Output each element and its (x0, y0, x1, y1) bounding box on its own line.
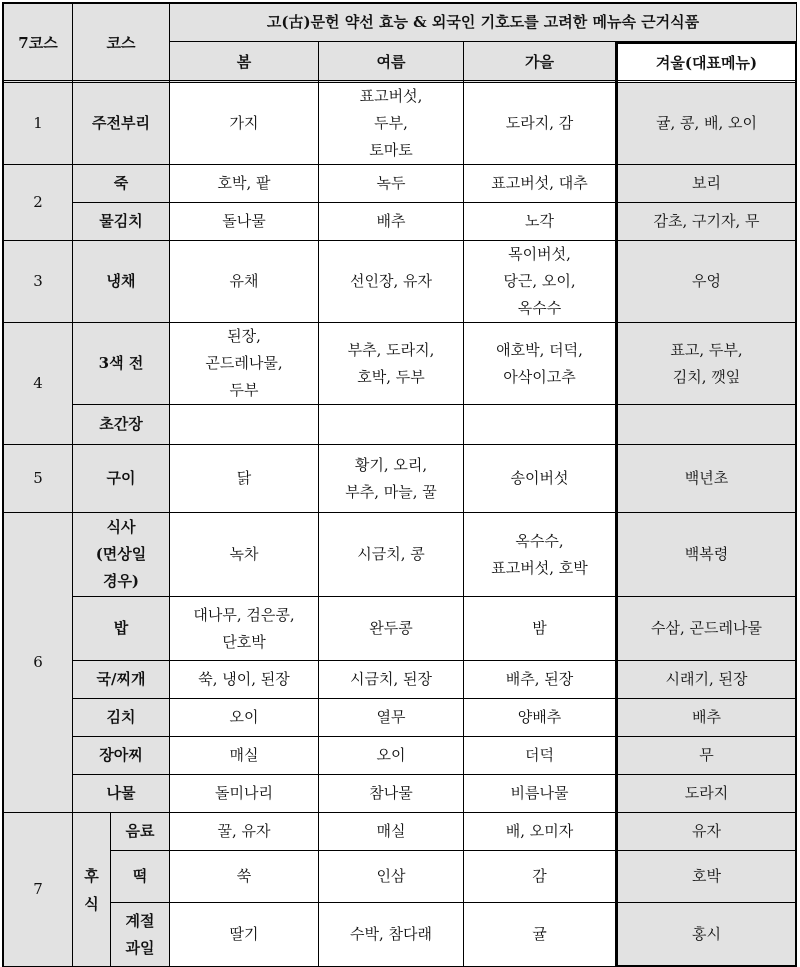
course-name: 음료 (111, 813, 170, 851)
spring-food: 가지 (170, 83, 319, 165)
course-name: 나물 (73, 775, 170, 813)
winter-food: 유자 (616, 813, 797, 851)
winter-food: 보리 (616, 165, 797, 203)
winter-food (616, 405, 797, 445)
winter-food: 도라지 (616, 775, 797, 813)
winter-food: 시래기, 된장 (616, 661, 797, 699)
header-course-number: 7코스 (4, 4, 73, 83)
course-name: 초간장 (73, 405, 170, 445)
autumn-food: 표고버섯, 대추 (464, 165, 616, 203)
summer-food: 매실 (319, 813, 464, 851)
winter-food: 배추 (616, 699, 797, 737)
spring-food (170, 405, 319, 445)
spring-food: 쑥 (170, 851, 319, 903)
summer-food (319, 405, 464, 445)
winter-food: 백복령 (616, 513, 797, 597)
header-summer: 여름 (319, 42, 464, 83)
spring-food: 돌나물 (170, 203, 319, 241)
spring-food: 된장, 곤드레나물, 두부 (170, 323, 319, 405)
autumn-food (464, 405, 616, 445)
group-number: 7 (4, 813, 73, 967)
course-name: 장아찌 (73, 737, 170, 775)
spring-food: 딸기 (170, 903, 319, 967)
group-number: 5 (4, 445, 73, 513)
autumn-food: 밤 (464, 597, 616, 661)
summer-food: 배추 (319, 203, 464, 241)
course-name: 주전부리 (73, 83, 170, 165)
winter-food: 호박 (616, 851, 797, 903)
winter-food: 백년초 (616, 445, 797, 513)
winter-food: 귤, 콩, 배, 오이 (616, 83, 797, 165)
summer-food: 부추, 도라지, 호박, 두부 (319, 323, 464, 405)
header-title: 고(古)문헌 약선 효능 & 외국인 기호도를 고려한 메뉴속 근거식품 (170, 4, 797, 42)
spring-food: 닭 (170, 445, 319, 513)
group-number: 6 (4, 513, 73, 813)
group-number: 2 (4, 165, 73, 241)
autumn-food: 귤 (464, 903, 616, 967)
course-name: 식사 (면상일 경우) (73, 513, 170, 597)
summer-food: 오이 (319, 737, 464, 775)
header-autumn: 가을 (464, 42, 616, 83)
winter-food: 수삼, 곤드레나물 (616, 597, 797, 661)
spring-food: 매실 (170, 737, 319, 775)
header-course: 코스 (73, 4, 170, 83)
spring-food: 돌미나리 (170, 775, 319, 813)
autumn-food: 송이버섯 (464, 445, 616, 513)
summer-food: 녹두 (319, 165, 464, 203)
course-name: 구이 (73, 445, 170, 513)
winter-food: 표고, 두부, 김치, 깻잎 (616, 323, 797, 405)
winter-food: 우엉 (616, 241, 797, 323)
group-number: 4 (4, 323, 73, 445)
autumn-food: 양배추 (464, 699, 616, 737)
winter-food: 감초, 구기자, 무 (616, 203, 797, 241)
winter-food: 무 (616, 737, 797, 775)
summer-food: 열무 (319, 699, 464, 737)
spring-food: 쑥, 냉이, 된장 (170, 661, 319, 699)
summer-food: 완두콩 (319, 597, 464, 661)
autumn-food: 비름나물 (464, 775, 616, 813)
spring-food: 유채 (170, 241, 319, 323)
dessert-subgrid (73, 813, 170, 967)
group-number: 3 (4, 241, 73, 323)
course-name: 물김치 (73, 203, 170, 241)
summer-food: 황기, 오리, 부추, 마늘, 꿀 (319, 445, 464, 513)
header-winter: 겨울(대표메뉴) (616, 42, 797, 83)
summer-food: 선인장, 유자 (319, 241, 464, 323)
summer-food: 표고버섯, 두부, 토마토 (319, 83, 464, 165)
autumn-food: 노각 (464, 203, 616, 241)
course-name: 국/찌개 (73, 661, 170, 699)
autumn-food: 감 (464, 851, 616, 903)
course-name: 김치 (73, 699, 170, 737)
autumn-food: 목이버섯, 당근, 오이, 옥수수 (464, 241, 616, 323)
course-name: 떡 (111, 851, 170, 903)
course-name: 밥 (73, 597, 170, 661)
autumn-food: 애호박, 더덕, 아삭이고추 (464, 323, 616, 405)
course-name: 죽 (73, 165, 170, 203)
autumn-food: 더덕 (464, 737, 616, 775)
spring-food: 녹차 (170, 513, 319, 597)
menu-table (2, 2, 797, 967)
autumn-food: 옥수수, 표고버섯, 호박 (464, 513, 616, 597)
summer-food: 시금치, 된장 (319, 661, 464, 699)
spring-food: 꿀, 유자 (170, 813, 319, 851)
summer-food: 수박, 참다래 (319, 903, 464, 967)
autumn-food: 도라지, 감 (464, 83, 616, 165)
group-number: 1 (4, 83, 73, 165)
dessert-label: 후 식 (73, 813, 111, 967)
course-name: 3색 전 (73, 323, 170, 405)
course-name: 냉채 (73, 241, 170, 323)
summer-food: 인삼 (319, 851, 464, 903)
spring-food: 대나무, 검은콩, 단호박 (170, 597, 319, 661)
summer-food: 시금치, 콩 (319, 513, 464, 597)
spring-food: 호박, 팥 (170, 165, 319, 203)
summer-food: 참나물 (319, 775, 464, 813)
autumn-food: 배, 오미자 (464, 813, 616, 851)
course-name: 계절 과일 (111, 903, 170, 967)
header-spring: 봄 (170, 42, 319, 83)
autumn-food: 배추, 된장 (464, 661, 616, 699)
winter-food: 홍시 (616, 903, 797, 967)
spring-food: 오이 (170, 699, 319, 737)
